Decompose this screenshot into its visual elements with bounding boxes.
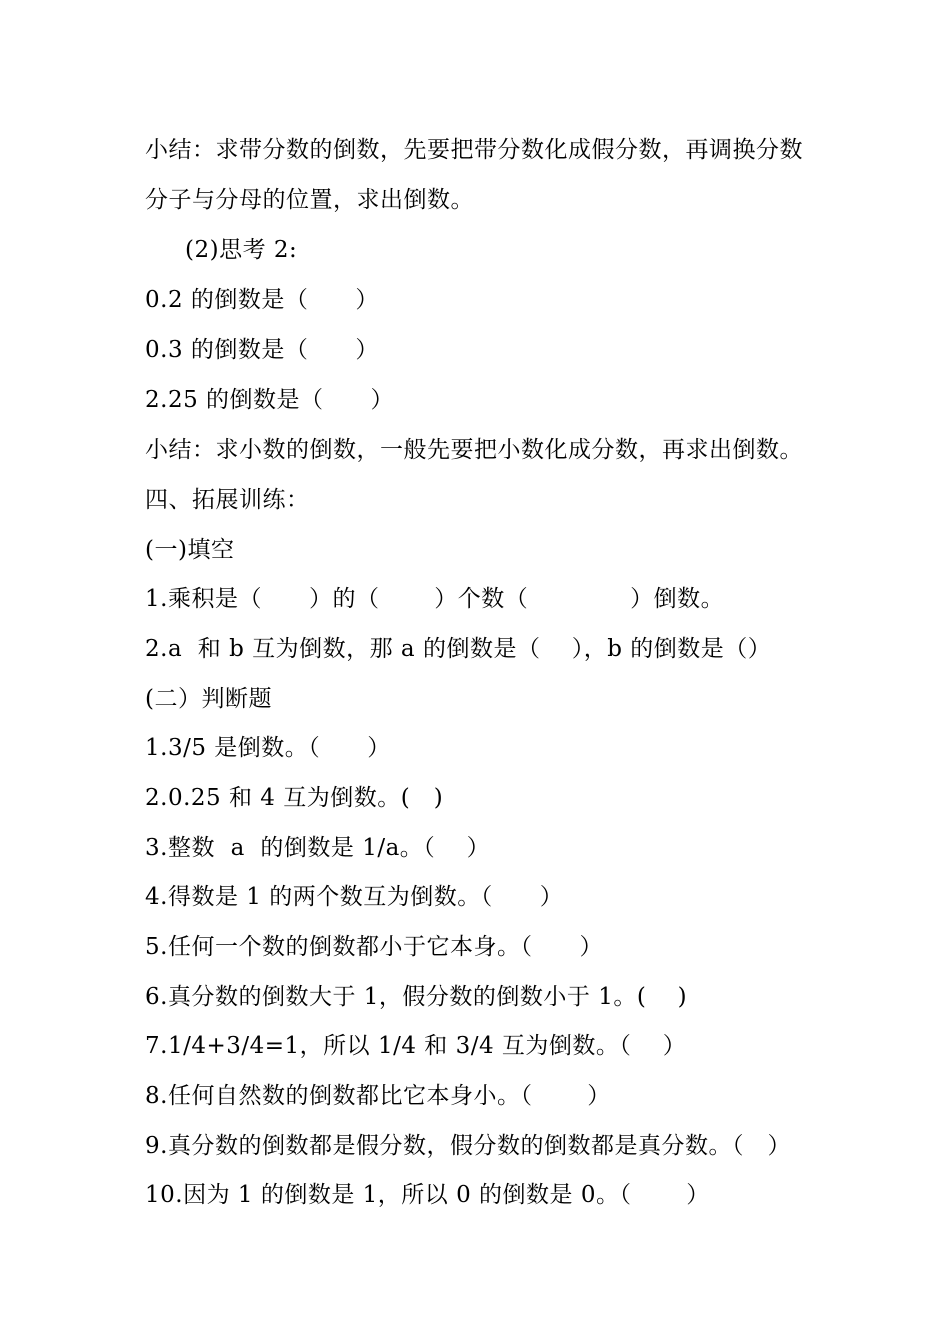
fill-in-heading: (一)填空 (145, 537, 235, 563)
true-false-item: 7.1/4+3/4=1，所以 1/4 和 3/4 互为倒数。（ ） (145, 1033, 687, 1059)
summary-decimal: 小结：求小数的倒数，一般先要把小数化成分数，再求出倒数。 (145, 437, 803, 463)
true-false-item: 1.3/5 是倒数。（ ） (145, 735, 391, 761)
think-2-item: 2.25 的倒数是（ ） (145, 387, 395, 413)
true-false-item: 4.得数是 1 的两个数互为倒数。（ ） (145, 884, 564, 910)
summary-mixed-number-line-2: 分子与分母的位置，求出倒数。 (145, 187, 474, 213)
think-2-heading: (2)思考 2: (185, 237, 298, 263)
true-false-item: 9.真分数的倒数都是假分数，假分数的倒数都是真分数。（ ） (145, 1133, 791, 1159)
true-false-item: 6.真分数的倒数大于 1，假分数的倒数小于 1。( ) (145, 984, 688, 1010)
true-false-item: 8.任何自然数的倒数都比它本身小。（ ） (145, 1083, 611, 1109)
true-false-item: 2.0.25 和 4 互为倒数。( ) (145, 785, 444, 811)
fill-in-item: 2.a 和 b 互为倒数，那 a 的倒数是（ ），b 的倒数是（） (145, 636, 772, 662)
fill-in-item: 1.乘积是（ ）的（ ）个数（ ）倒数。 (145, 586, 725, 612)
true-false-item: 10.因为 1 的倒数是 1，所以 0 的倒数是 0。（ ） (145, 1182, 710, 1208)
summary-mixed-number-line-1: 小结：求带分数的倒数，先要把带分数化成假分数，再调换分数 (145, 137, 803, 163)
true-false-heading: (二）判断题 (145, 686, 272, 712)
think-2-item: 0.3 的倒数是（ ） (145, 337, 379, 363)
section-4-heading: 四、拓展训练： (145, 487, 310, 513)
true-false-item: 3.整数 a 的倒数是 1/a。（ ） (145, 835, 491, 861)
think-2-item: 0.2 的倒数是（ ） (145, 287, 379, 313)
true-false-item: 5.任何一个数的倒数都小于它本身。（ ） (145, 934, 603, 960)
